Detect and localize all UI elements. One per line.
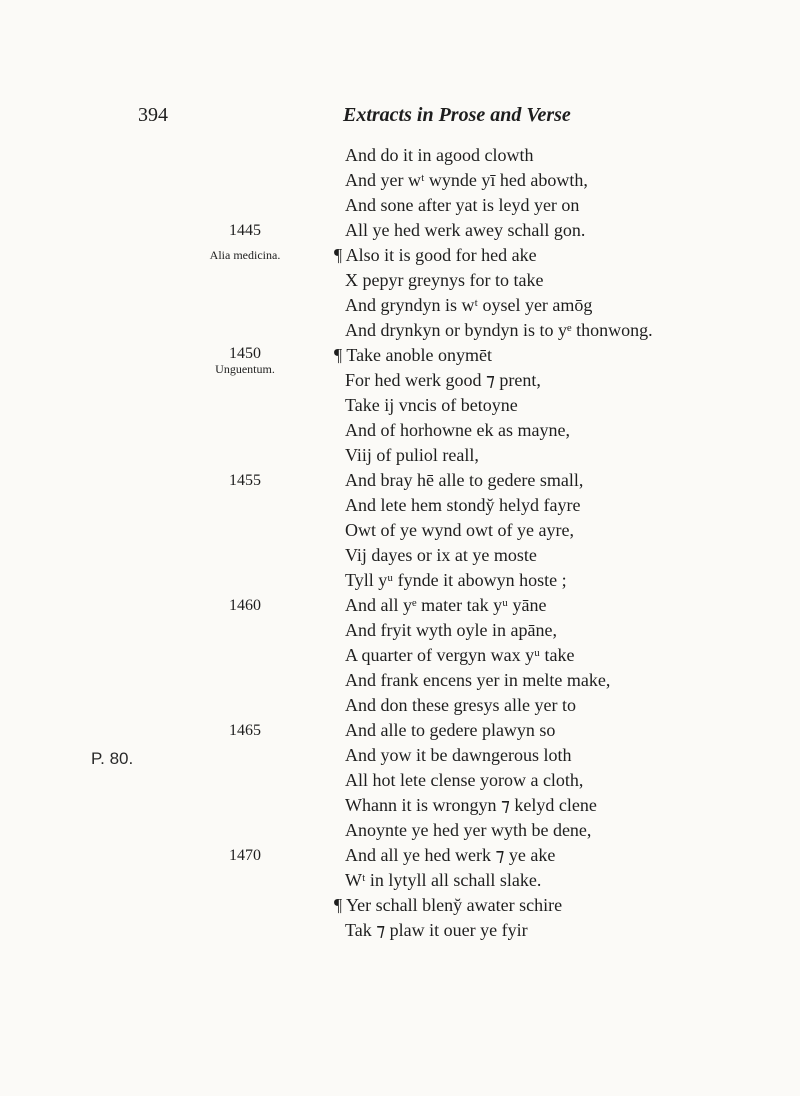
line-number: 1465 xyxy=(229,722,261,739)
verse-text: Take ij vncis of betoyne xyxy=(345,395,518,415)
margin-page-reference: P. 80. xyxy=(91,749,134,768)
verse-line xyxy=(0,868,800,893)
verse-text: ¶ Also it is good for hed ake xyxy=(334,245,537,265)
verse-text: All hot lete clense yorow a cloth, xyxy=(345,770,584,790)
verse-line xyxy=(0,818,800,843)
verse-line xyxy=(0,643,800,668)
verse-line xyxy=(0,518,800,543)
verse-line xyxy=(0,443,800,468)
verse-text: And drynkyn or byndyn is to yᵉ thonwong. xyxy=(345,320,653,340)
verse-line xyxy=(0,268,800,293)
verse-text: Tyll yᵘ fynde it abowyn hoste ; xyxy=(345,570,567,590)
verse-text: For hed werk good ⁊ prent, xyxy=(345,370,541,390)
verse-text: A quarter of vergyn wax yᵘ take xyxy=(345,645,575,665)
verse-text: And sone after yat is leyd yer on xyxy=(345,195,580,215)
line-number: 1445 xyxy=(229,222,261,239)
verse-text: And all ye hed werk ⁊ ye ake xyxy=(345,845,556,865)
verse-text: Vij dayes or ix at ye moste xyxy=(345,545,537,565)
line-number: 1455 xyxy=(229,472,261,489)
verse-line xyxy=(0,718,800,743)
line-number: 1460 xyxy=(229,597,261,614)
verse-text: Wᵗ in lytyll all schall slake. xyxy=(345,870,542,890)
verse-line xyxy=(0,318,800,343)
verse-line xyxy=(0,468,800,493)
verse-line xyxy=(0,193,800,218)
verse-line xyxy=(0,768,800,793)
verse-line xyxy=(0,418,800,443)
verse-line xyxy=(0,393,800,418)
verse-line xyxy=(0,168,800,193)
verse-line xyxy=(0,293,800,318)
page-header xyxy=(0,104,800,134)
verse-line xyxy=(0,593,800,618)
verse-text: Whann it is wrongyn ⁊ kelyd clene xyxy=(345,795,597,815)
line-number: 1450 xyxy=(229,345,261,362)
verse-text: And do it in agood clowth xyxy=(345,145,534,165)
verse-line xyxy=(0,568,800,593)
line-number: 1470 xyxy=(229,847,261,864)
verse-text: Anoynte ye hed yer wyth be dene, xyxy=(345,820,592,840)
verse-line xyxy=(0,143,800,168)
page-number: 394 xyxy=(138,104,168,126)
verse-line xyxy=(0,668,800,693)
running-title: Extracts in Prose and Verse xyxy=(343,104,571,126)
verse-text: ¶ Take anoble onymēt xyxy=(334,345,493,365)
margin-gloss: Alia medicina. xyxy=(209,248,281,262)
verse-text: And gryndyn is wᵗ oysel yer amōg xyxy=(345,295,593,315)
verse-line xyxy=(0,693,800,718)
verse-text: Owt of ye wynd owt of ye ayre, xyxy=(345,520,574,540)
verse-text: And all yᵉ mater tak yᵘ yāne xyxy=(345,595,547,615)
verse-text: And yer wᵗ wynde yī hed abowth, xyxy=(345,170,588,190)
verse-line xyxy=(0,918,800,943)
verse-line xyxy=(0,343,800,376)
verse-text: And fryit wyth oyle in apāne, xyxy=(345,620,557,640)
verse-text: All ye hed werk awey schall gon. xyxy=(345,220,586,240)
verse-line xyxy=(0,793,800,818)
verse-line xyxy=(0,843,800,868)
verse-line xyxy=(0,243,800,268)
verse-text: ¶ Yer schall bleny̆ awater schire xyxy=(334,895,563,915)
verse-line xyxy=(0,493,800,518)
verse-line xyxy=(0,218,800,243)
verse-text: And yow it be dawngerous loth xyxy=(345,745,572,765)
verse-text: And frank encens yer in melte make, xyxy=(345,670,611,690)
verse-text: Viij of puliol reall, xyxy=(345,445,479,465)
verse-text: X pepyr greynys for to take xyxy=(345,270,544,290)
margin-gloss: Unguentum. xyxy=(215,362,275,376)
verse-line xyxy=(0,893,800,918)
verse-line xyxy=(0,543,800,568)
verse-line xyxy=(0,743,800,768)
verse-line xyxy=(0,368,800,393)
verse-text: Tak ⁊ plaw it ouer ye fyir xyxy=(345,920,528,940)
verse-line xyxy=(0,618,800,643)
verse-text: And alle to gedere plawyn so xyxy=(345,720,556,740)
verse-text: And lete hem stondy̆ helyd fayre xyxy=(345,495,581,515)
verse-text: And of horhowne ek as mayne, xyxy=(345,420,570,440)
verse-text: And bray hē alle to gedere small, xyxy=(345,470,584,490)
verse-text: And don these gresys alle yer to xyxy=(345,695,576,715)
